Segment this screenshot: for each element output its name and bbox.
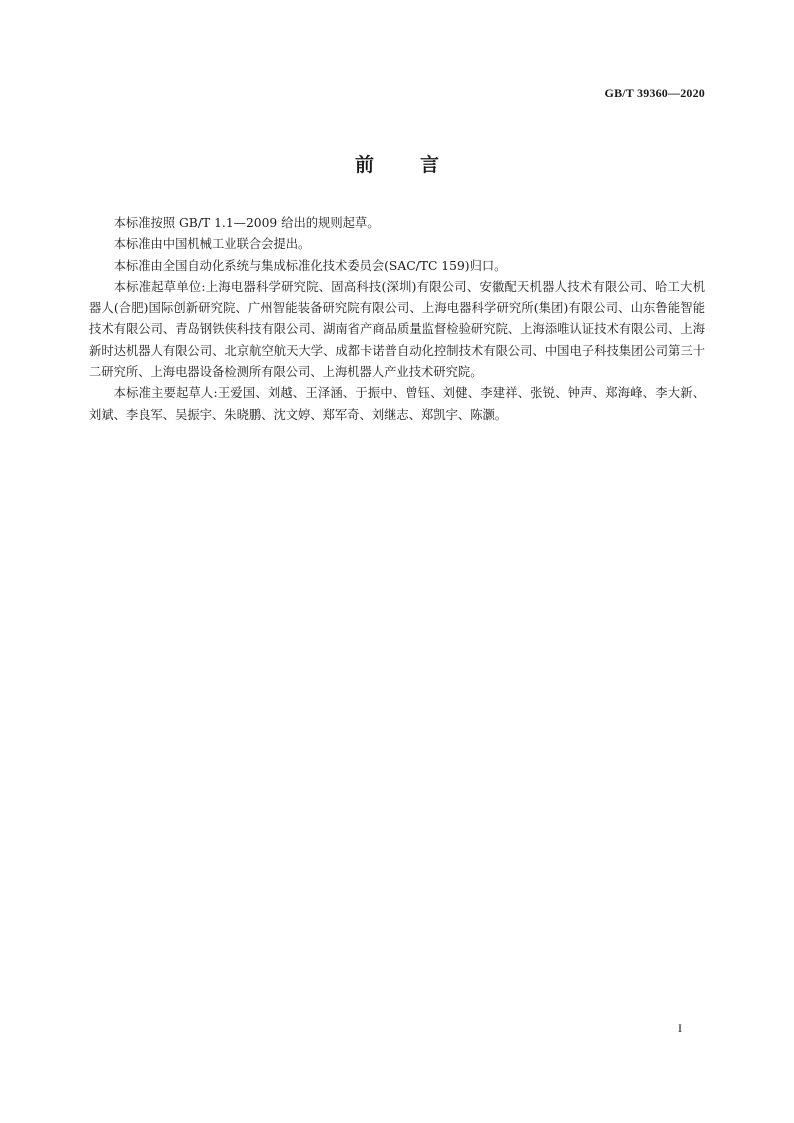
paragraph-drafting-rules: 本标准按照 GB/T 1.1—2009 给出的规则起草。 bbox=[113, 216, 380, 230]
standard-number: GB/T 39360—2020 bbox=[604, 86, 705, 100]
page-number: I bbox=[678, 1021, 682, 1035]
preface-body bbox=[89, 213, 705, 426]
paragraph-main-drafters: 本标准主要起草人:王爱国、刘越、王泽涵、于振中、曾钰、刘健、李建祥、张锐、钟声、郑海峰、李大新、刘斌、李良军、吴振宇、朱晓鹏、沈文婷、郑军奇、刘继志、郑凯宇、陈灏。 bbox=[89, 386, 705, 422]
page-title: 前言 bbox=[354, 154, 485, 176]
paragraph-administrator: 本标准由全国自动化系统与集成标准化技术委员会(SAC/TC 159)归口。 bbox=[113, 258, 507, 273]
paragraph-proposer: 本标准由中国机械工业联合会提出。 bbox=[113, 237, 311, 252]
paragraph-drafting-units: 本标准起草单位:上海电器科学研究院、固高科技(深圳)有限公司、安徽配天机器人技术有限公司、哈工大机器人(合肥)国际创新研究院、广州智能装备研究院有限公司、上海电器科学研究所(集团)有限公司、山东鲁能智能技术有限公司、青岛钢铁侠科技有限公司、湖南省产商品质量监督检验研究院、上海添唯认证技术有限公司、上海新时达机器人有限公司、北京航空航天大学、成都卡诺普自动化控制技术有限公司、中国电子科技集团公司第三十二研究所、上海电器设备检测所有限公司、上海机器人产业技术研究院。 bbox=[89, 279, 705, 380]
